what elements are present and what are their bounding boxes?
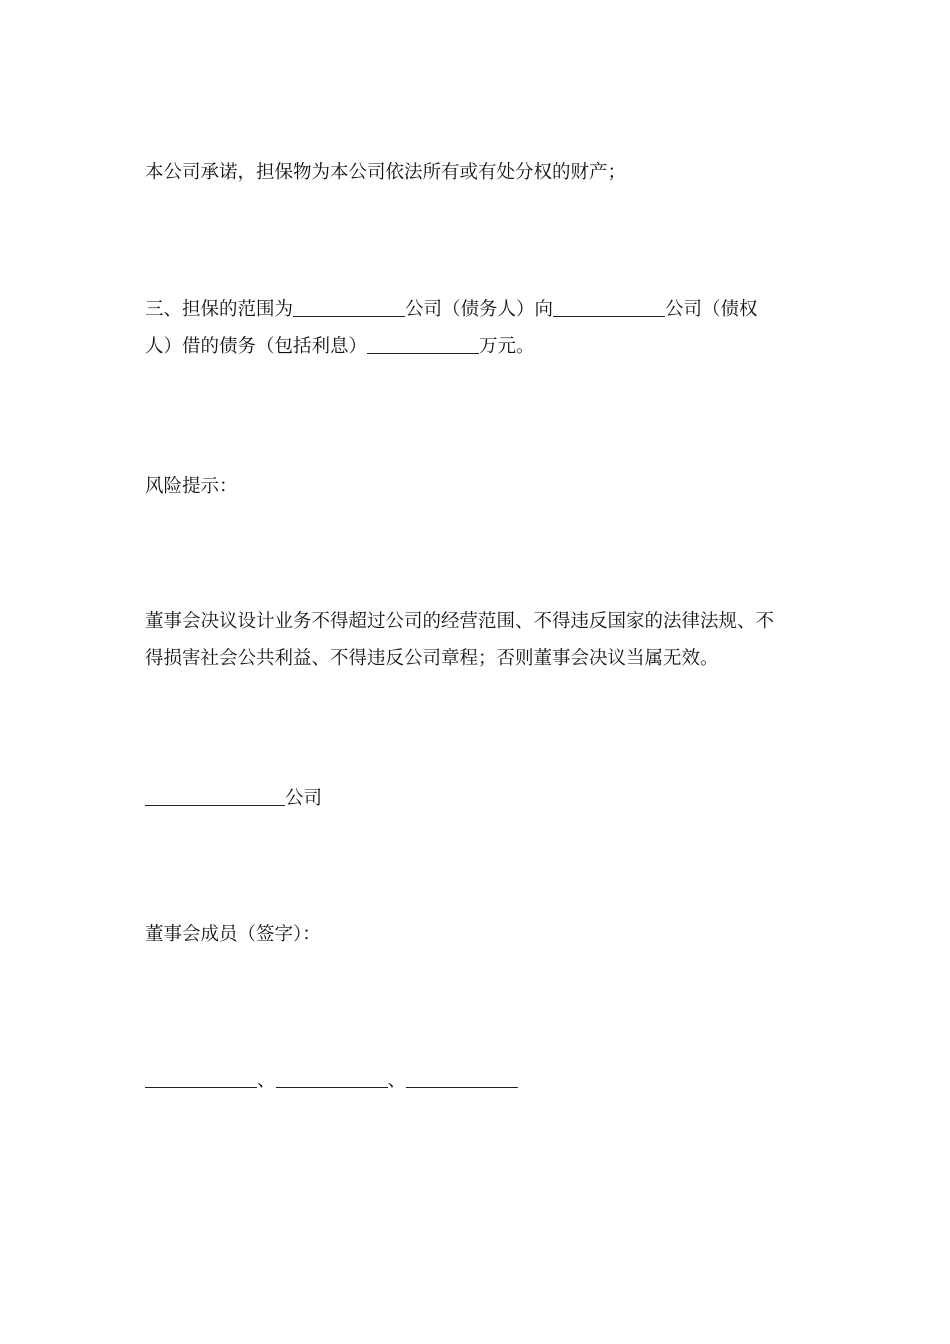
member-signature-blanks [145, 1062, 810, 1099]
text-segment: 公司 [285, 788, 323, 809]
blank-member-signature[interactable] [406, 1086, 518, 1088]
blank-member-signature[interactable] [145, 1086, 257, 1088]
paragraph-guarantee-scope [145, 291, 810, 365]
paragraph-guarantee-property [145, 154, 810, 191]
paragraph-risk-content [145, 603, 810, 677]
blank-debtor-company[interactable] [293, 315, 405, 317]
text-line: 董事会决议设计业务不得超过公司的经营范围、不得违反国家的法律法规、不 [145, 611, 775, 632]
text-line [145, 1062, 810, 1099]
text-line: 本公司承诺，担保物为本公司依法所有或有处分权的财产； [145, 162, 627, 183]
heading-risk-notice [145, 468, 810, 505]
text-segment: 公司（债权 [665, 299, 758, 320]
blank-amount[interactable] [367, 352, 479, 354]
text-line [145, 328, 810, 365]
text-line: 董事会成员（签字）： [145, 924, 321, 945]
text-line: 得损害社会公共利益、不得违反公司章程；否则董事会决议当属无效。 [145, 648, 719, 669]
text-segment: 万元。 [479, 336, 535, 357]
blank-company-name[interactable] [145, 804, 285, 806]
board-members-label [145, 916, 810, 953]
blank-member-signature[interactable] [276, 1086, 388, 1088]
text-segment: 人）借的债务（包括利息） [145, 336, 368, 357]
separator: 、 [257, 1070, 276, 1091]
text-line [145, 780, 810, 817]
company-signature-line [145, 780, 810, 817]
text-line [145, 291, 810, 328]
text-segment: 公司（债务人）向 [405, 299, 554, 320]
text-segment: 三、担保的范围为 [145, 299, 294, 320]
text-line: 风险提示： [145, 476, 238, 497]
blank-creditor-company[interactable] [553, 315, 665, 317]
separator: 、 [387, 1070, 407, 1091]
